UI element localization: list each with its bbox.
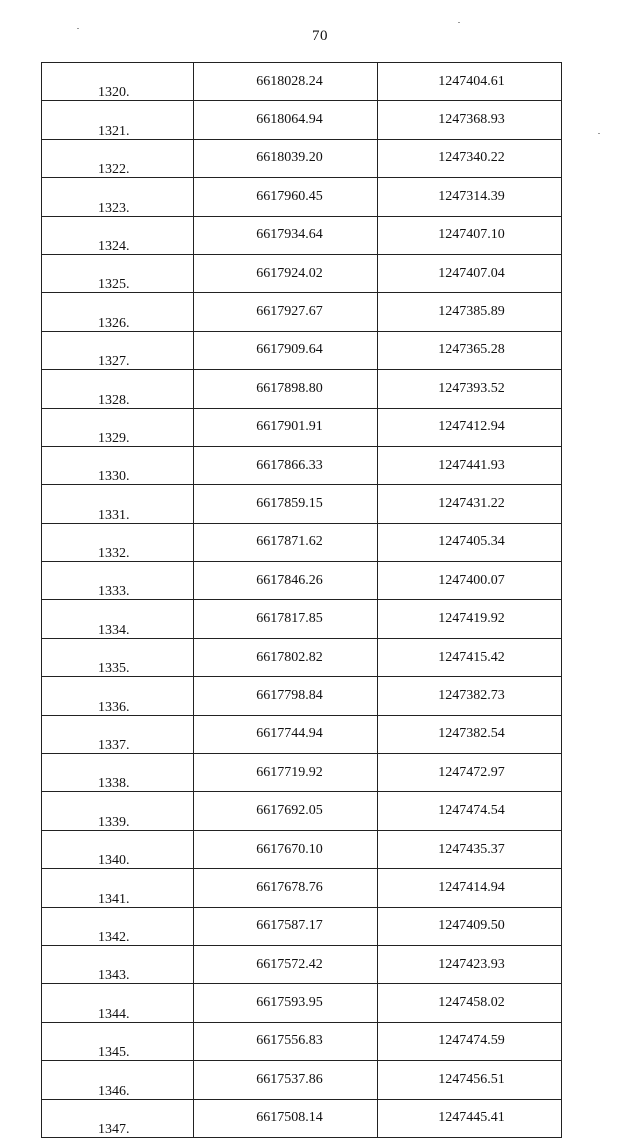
table-row [42,63,562,101]
x-coordinate-cell: 6617744.94 [194,715,378,753]
y-coordinate-cell: 1247458.02 [378,984,562,1022]
x-coordinate-cell: 6617866.33 [194,446,378,484]
x-coordinate-cell: 6617678.76 [194,869,378,907]
point-number-cell: 1345. [42,1022,194,1060]
x-coordinate-cell: 6617924.02 [194,254,378,292]
x-coordinate-cell: 6617871.62 [194,523,378,561]
table-row [42,638,562,676]
y-coordinate-cell: 1247404.61 [378,63,562,101]
y-coordinate-cell: 1247414.94 [378,869,562,907]
y-coordinate-cell: 1247445.41 [378,1099,562,1137]
point-number-cell: 1333. [42,562,194,600]
point-number-cell: 1343. [42,945,194,983]
point-number-cell: 1326. [42,293,194,331]
table-row [42,1022,562,1060]
point-number-cell: 1329. [42,408,194,446]
x-coordinate-cell: 6618028.24 [194,63,378,101]
table-row [42,792,562,830]
table-row [42,869,562,907]
y-coordinate-cell: 1247409.50 [378,907,562,945]
table-row [42,715,562,753]
y-coordinate-cell: 1247314.39 [378,178,562,216]
x-coordinate-cell: 6617587.17 [194,907,378,945]
x-coordinate-cell: 6617537.86 [194,1061,378,1099]
table-row [42,101,562,139]
y-coordinate-cell: 1247405.34 [378,523,562,561]
table-row [42,331,562,369]
y-coordinate-cell: 1247456.51 [378,1061,562,1099]
y-coordinate-cell: 1247368.93 [378,101,562,139]
coordinates-table-body [42,63,562,1138]
table-row [42,677,562,715]
x-coordinate-cell: 6617960.45 [194,178,378,216]
x-coordinate-cell: 6617859.15 [194,485,378,523]
table-row [42,178,562,216]
coordinates-table [41,62,562,1138]
x-coordinate-cell: 6617798.84 [194,677,378,715]
point-number-cell: 1322. [42,139,194,177]
x-coordinate-cell: 6617508.14 [194,1099,378,1137]
point-number-cell: 1344. [42,984,194,1022]
point-number-cell: 1324. [42,216,194,254]
table-row [42,754,562,792]
y-coordinate-cell: 1247382.73 [378,677,562,715]
x-coordinate-cell: 6617719.92 [194,754,378,792]
x-coordinate-cell: 6618064.94 [194,101,378,139]
y-coordinate-cell: 1247385.89 [378,293,562,331]
table-row [42,254,562,292]
y-coordinate-cell: 1247431.22 [378,485,562,523]
scan-speck [598,133,600,134]
point-number-cell: 1325. [42,254,194,292]
point-number-cell: 1320. [42,63,194,101]
point-number-cell: 1328. [42,370,194,408]
y-coordinate-cell: 1247474.59 [378,1022,562,1060]
y-coordinate-cell: 1247382.54 [378,715,562,753]
point-number-cell: 1330. [42,446,194,484]
table-row [42,1099,562,1137]
table-row [42,907,562,945]
table-row [42,485,562,523]
x-coordinate-cell: 6617901.91 [194,408,378,446]
page-number: 70 [312,28,328,44]
table-row [42,408,562,446]
point-number-cell: 1339. [42,792,194,830]
x-coordinate-cell: 6617802.82 [194,638,378,676]
point-number-cell: 1332. [42,523,194,561]
table-row [42,446,562,484]
x-coordinate-cell: 6617817.85 [194,600,378,638]
point-number-cell: 1334. [42,600,194,638]
scan-speck [77,28,79,29]
table-row [42,523,562,561]
point-number-cell: 1337. [42,715,194,753]
x-coordinate-cell: 6617927.67 [194,293,378,331]
x-coordinate-cell: 6618039.20 [194,139,378,177]
x-coordinate-cell: 6617593.95 [194,984,378,1022]
y-coordinate-cell: 1247400.07 [378,562,562,600]
y-coordinate-cell: 1247393.52 [378,370,562,408]
y-coordinate-cell: 1247412.94 [378,408,562,446]
table-row [42,600,562,638]
table-row [42,984,562,1022]
point-number-cell: 1336. [42,677,194,715]
point-number-cell: 1346. [42,1061,194,1099]
y-coordinate-cell: 1247435.37 [378,830,562,868]
point-number-cell: 1323. [42,178,194,216]
y-coordinate-cell: 1247340.22 [378,139,562,177]
y-coordinate-cell: 1247441.93 [378,446,562,484]
table-row [42,293,562,331]
x-coordinate-cell: 6617572.42 [194,945,378,983]
point-number-cell: 1338. [42,754,194,792]
point-number-cell: 1335. [42,638,194,676]
point-number-cell: 1347. [42,1099,194,1137]
point-number-cell: 1321. [42,101,194,139]
x-coordinate-cell: 6617692.05 [194,792,378,830]
table-row [42,216,562,254]
y-coordinate-cell: 1247407.04 [378,254,562,292]
table-row [42,370,562,408]
x-coordinate-cell: 6617898.80 [194,370,378,408]
point-number-cell: 1327. [42,331,194,369]
x-coordinate-cell: 6617846.26 [194,562,378,600]
y-coordinate-cell: 1247472.97 [378,754,562,792]
y-coordinate-cell: 1247407.10 [378,216,562,254]
table-row [42,1061,562,1099]
point-number-cell: 1341. [42,869,194,907]
x-coordinate-cell: 6617670.10 [194,830,378,868]
y-coordinate-cell: 1247365.28 [378,331,562,369]
y-coordinate-cell: 1247415.42 [378,638,562,676]
x-coordinate-cell: 6617934.64 [194,216,378,254]
point-number-cell: 1331. [42,485,194,523]
table-row [42,945,562,983]
y-coordinate-cell: 1247474.54 [378,792,562,830]
y-coordinate-cell: 1247423.93 [378,945,562,983]
point-number-cell: 1340. [42,830,194,868]
scan-speck [458,22,460,23]
table-row [42,139,562,177]
table-row [42,562,562,600]
y-coordinate-cell: 1247419.92 [378,600,562,638]
x-coordinate-cell: 6617556.83 [194,1022,378,1060]
x-coordinate-cell: 6617909.64 [194,331,378,369]
table-row [42,830,562,868]
point-number-cell: 1342. [42,907,194,945]
